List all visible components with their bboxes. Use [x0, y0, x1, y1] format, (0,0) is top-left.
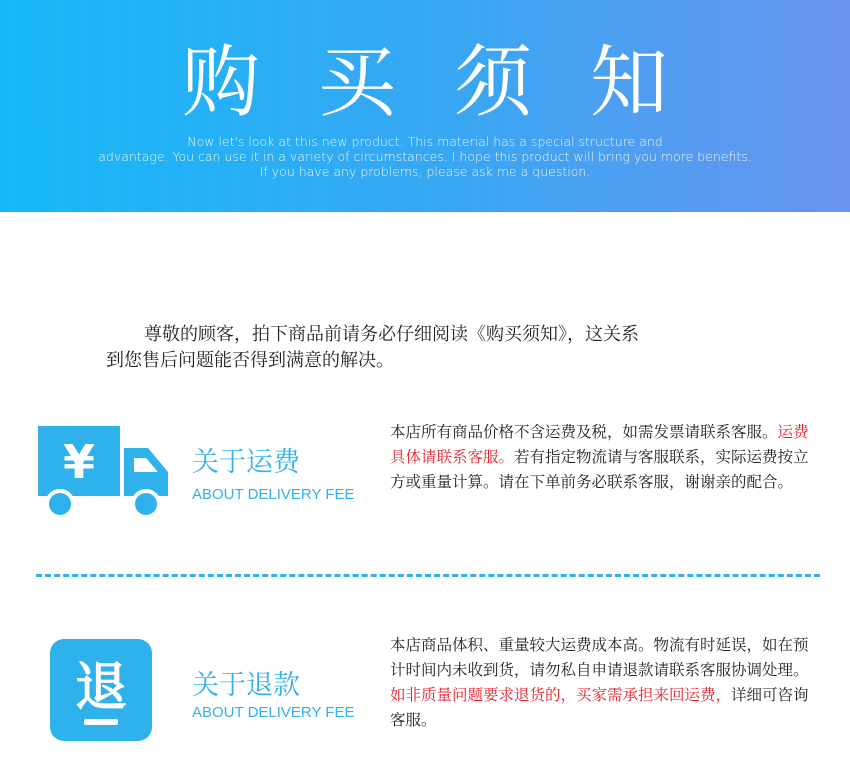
- banner-subtitle: [0, 134, 850, 179]
- refund-subheading: ABOUT DELIVERY FEE: [192, 704, 355, 721]
- refund-heading: 关于退款: [192, 670, 300, 701]
- banner-title: 购买须知: [181, 38, 726, 128]
- header-banner: [0, 0, 850, 212]
- delivery-text-a: 本店所有商品价格不含运费及税，如需发票请联系客服。: [390, 423, 778, 441]
- delivery-text-highlight: 运费具体请联系客服。: [390, 423, 809, 466]
- refund-text-a: 本店商品体积、重量较大运费成本高。物流有时延误，如在预计时间内未收到货，请勿私自申请退款请联系客服协调处理。: [390, 636, 809, 679]
- banner-subtitle-line: If you have any problems, please ask me a question.: [259, 164, 591, 179]
- refund-symbol: 退: [74, 658, 128, 718]
- delivery-text-b: 若有指定物流请与客服联系，实际运费按立方或重量计算。请在下单前务必联系客服，谢谢亲的配合。: [390, 448, 809, 491]
- refund-text: [390, 633, 820, 733]
- refund-icon: [50, 639, 152, 741]
- delivery-heading: 关于运费: [192, 447, 300, 478]
- intro-notice: [106, 322, 766, 374]
- yen-truck-icon: [38, 424, 170, 520]
- refund-text-b: 详细可咨询客服。: [390, 686, 809, 729]
- refund-text-highlight: 如非质量问题要求退货的，买家需承担来回运费，: [390, 686, 732, 704]
- delivery-subheading: ABOUT DELIVERY FEE: [192, 486, 355, 503]
- dashed-divider: [36, 574, 820, 577]
- yen-symbol: ¥: [62, 435, 96, 489]
- banner-subtitle-line: advantage. You can use it in a variety of circumstances. I hope this product will bring you more benefits.: [98, 149, 752, 164]
- delivery-section: [0, 420, 850, 520]
- refund-section: [0, 635, 850, 750]
- banner-subtitle-line: Now let's look at this new product. This material has a special structure and: [187, 134, 663, 149]
- delivery-text: [390, 420, 820, 495]
- intro-line: 到您售后问题能否得到满意的解决。: [106, 350, 394, 371]
- intro-line: 尊敬的顾客，拍下商品前请务必仔细阅读《购买须知》，这关系: [144, 324, 639, 345]
